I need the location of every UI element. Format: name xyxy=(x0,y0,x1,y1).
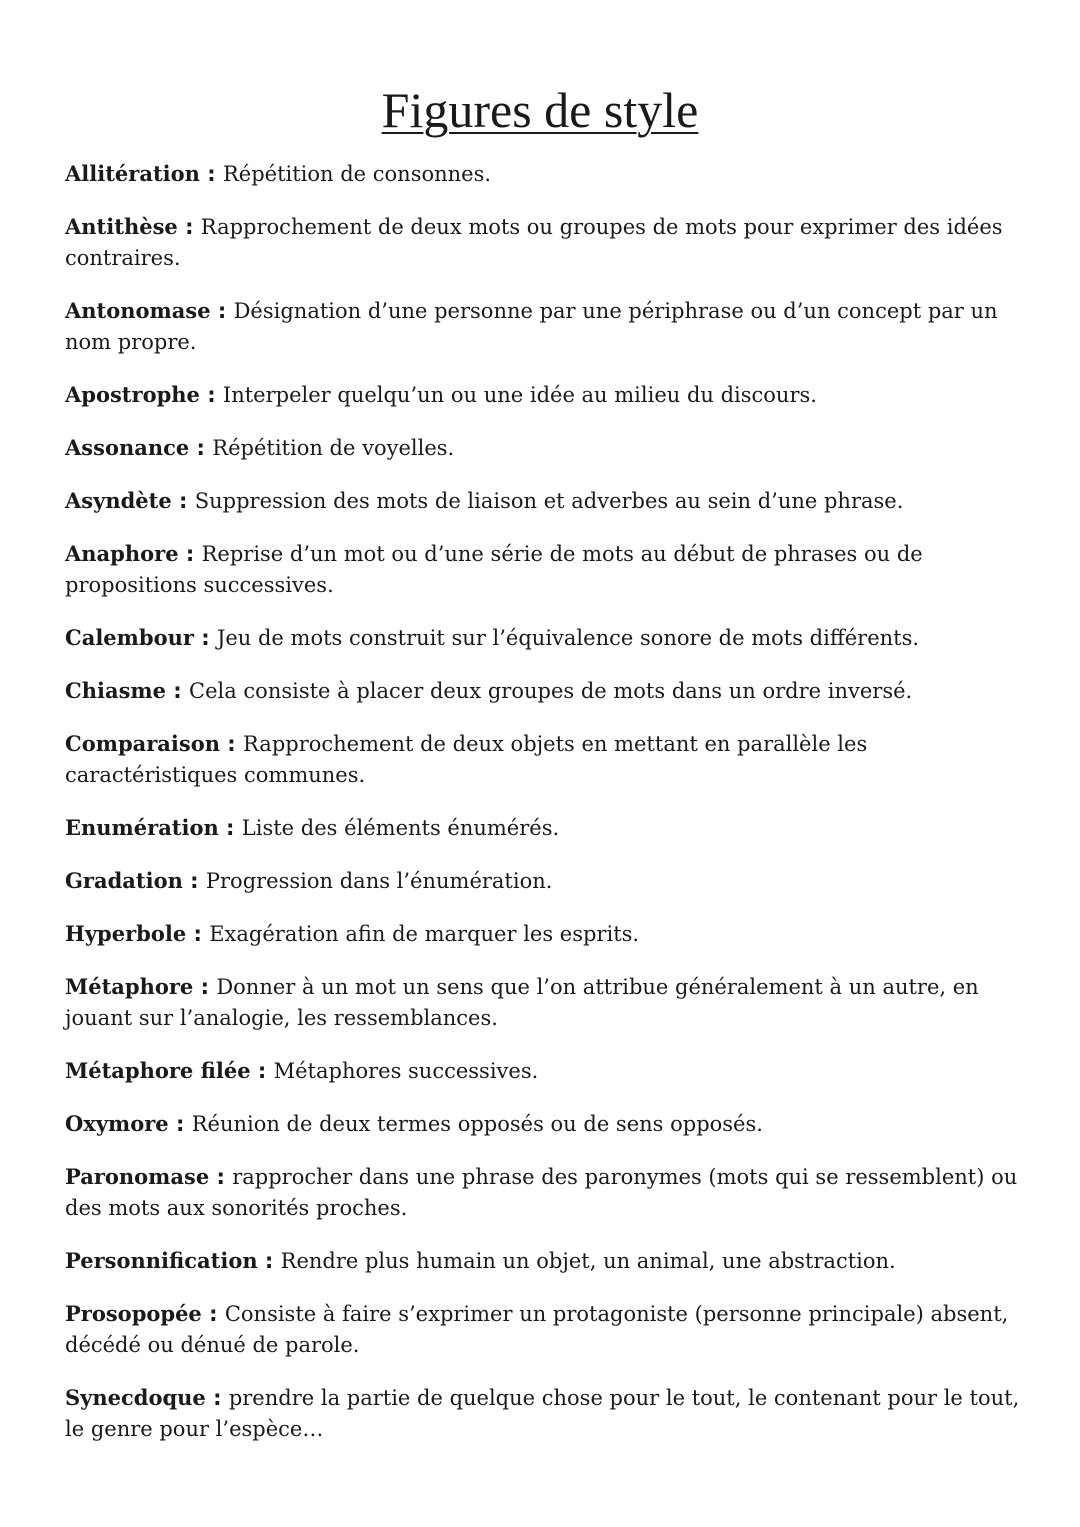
term: Enumération xyxy=(65,815,219,840)
list-item: Métaphore : Donner à un mot un sens que l’on attribue généralement à un autre, en jouant sur l’analogie, les ressemblances. xyxy=(65,974,979,1030)
list-item: Enumération : Liste des éléments énumérés. xyxy=(65,815,560,840)
term: Allitération xyxy=(65,161,200,186)
term: Prosopopée xyxy=(65,1301,202,1326)
list-item: Calembour : Jeu de mots construit sur l’équivalence sonore de mots différents. xyxy=(65,625,920,650)
definition: Rapprochement de deux objets en mettant en parallèle les caractéristiques communes. xyxy=(65,732,868,787)
definition: Métaphores successives. xyxy=(273,1059,539,1083)
list-item: Prosopopée : Consiste à faire s’exprimer un protagoniste (personne principale) absent, décédé ou dénué de parole. xyxy=(65,1301,1009,1357)
definition: Progression dans l’énumération. xyxy=(205,869,553,893)
definition: Reprise d’un mot ou d’une série de mots au début de phrases ou de propositions successives. xyxy=(65,542,923,597)
definition: Réunion de deux termes opposés ou de sens opposés. xyxy=(191,1112,763,1136)
term: Métaphore xyxy=(65,974,194,999)
term: Chiasme xyxy=(65,678,166,703)
list-item: Apostrophe : Interpeler quelqu’un ou une idée au milieu du discours. xyxy=(65,382,817,407)
term: Anaphore xyxy=(65,541,179,566)
term: Comparaison xyxy=(65,731,220,756)
list-item: Hyperbole : Exagération afin de marquer les esprits. xyxy=(65,921,640,946)
list-item: Chiasme : Cela consiste à placer deux groupes de mots dans un ordre inversé. xyxy=(65,678,913,703)
term: Asyndète xyxy=(65,488,172,513)
list-item: Métaphore filée : Métaphores successives. xyxy=(65,1058,539,1083)
definition: Exagération afin de marquer les esprits. xyxy=(209,922,640,946)
list-item: Allitération : Répétition de consonnes. xyxy=(65,161,492,186)
list-item: Assonance : Répétition de voyelles. xyxy=(65,435,455,460)
definition: Rapprochement de deux mots ou groupes de mots pour exprimer des idées contraires. xyxy=(65,215,1003,270)
list-item: Antonomase : Désignation d’une personne par une périphrase ou d’un concept par un nom propre. xyxy=(65,298,998,354)
page-title: Figures de style xyxy=(381,82,699,138)
term: Oxymore xyxy=(65,1111,169,1136)
definition: Liste des éléments énumérés. xyxy=(241,816,560,840)
definition: Donner à un mot un sens que l’on attribue généralement à un autre, en jouant sur l’analogie, les ressemblances. xyxy=(65,975,979,1030)
definition-list xyxy=(65,158,1020,1466)
term: Personnification xyxy=(65,1248,258,1273)
definition: Cela consiste à placer deux groupes de mots dans un ordre inversé. xyxy=(189,679,913,703)
definition: prendre la partie de quelque chose pour le tout, le contenant pour le tout, le genre pour l’espèce… xyxy=(65,1386,1020,1441)
definition: Consiste à faire s’exprimer un protagoniste (personne principale) absent, décédé ou dénué de parole. xyxy=(65,1302,1009,1357)
term: Hyperbole xyxy=(65,921,187,946)
list-item: Comparaison : Rapprochement de deux objets en mettant en parallèle les caractéristiques communes. xyxy=(65,731,868,787)
list-item: Oxymore : Réunion de deux termes opposés ou de sens opposés. xyxy=(65,1111,763,1136)
term: Antonomase xyxy=(65,298,211,323)
term: Synecdoque xyxy=(65,1385,206,1410)
term: Métaphore filée xyxy=(65,1058,251,1083)
definition: Interpeler quelqu’un ou une idée au milieu du discours. xyxy=(222,383,817,407)
definition: Répétition de voyelles. xyxy=(212,436,455,460)
term: Antithèse xyxy=(65,214,178,239)
definition: Désignation d’une personne par une périphrase ou d’un concept par un nom propre. xyxy=(65,299,998,354)
list-item: Paronomase : rapprocher dans une phrase des paronymes (mots qui se ressemblent) ou des mots aux sonorités proches. xyxy=(65,1164,1018,1220)
list-item: Personnification : Rendre plus humain un objet, un animal, une abstraction. xyxy=(65,1248,896,1273)
definition: Rendre plus humain un objet, un animal, une abstraction. xyxy=(280,1249,896,1273)
definition: Jeu de mots construit sur l’équivalence sonore de mots différents. xyxy=(216,626,920,650)
term: Assonance xyxy=(65,435,190,460)
definition: Répétition de consonnes. xyxy=(222,162,492,186)
definition: Suppression des mots de liaison et adverbes au sein d’une phrase. xyxy=(194,489,904,513)
list-item: Gradation : Progression dans l’énumération. xyxy=(65,868,553,893)
list-item: Synecdoque : prendre la partie de quelque chose pour le tout, le contenant pour le tout, le genre pour l’espèce… xyxy=(65,1385,1020,1441)
definition: rapprocher dans une phrase des paronymes (mots qui se ressemblent) ou des mots aux sonorités proches. xyxy=(65,1165,1018,1220)
list-item: Asyndète : Suppression des mots de liaison et adverbes au sein d’une phrase. xyxy=(65,488,904,513)
list-item: Anaphore : Reprise d’un mot ou d’une série de mots au début de phrases ou de propositions successives. xyxy=(65,541,923,597)
term: Apostrophe xyxy=(65,382,200,407)
term: Paronomase xyxy=(65,1164,210,1189)
term: Gradation xyxy=(65,868,183,893)
term: Calembour xyxy=(65,625,194,650)
list-item: Antithèse : Rapprochement de deux mots ou groupes de mots pour exprimer des idées contraires. xyxy=(65,214,1003,270)
